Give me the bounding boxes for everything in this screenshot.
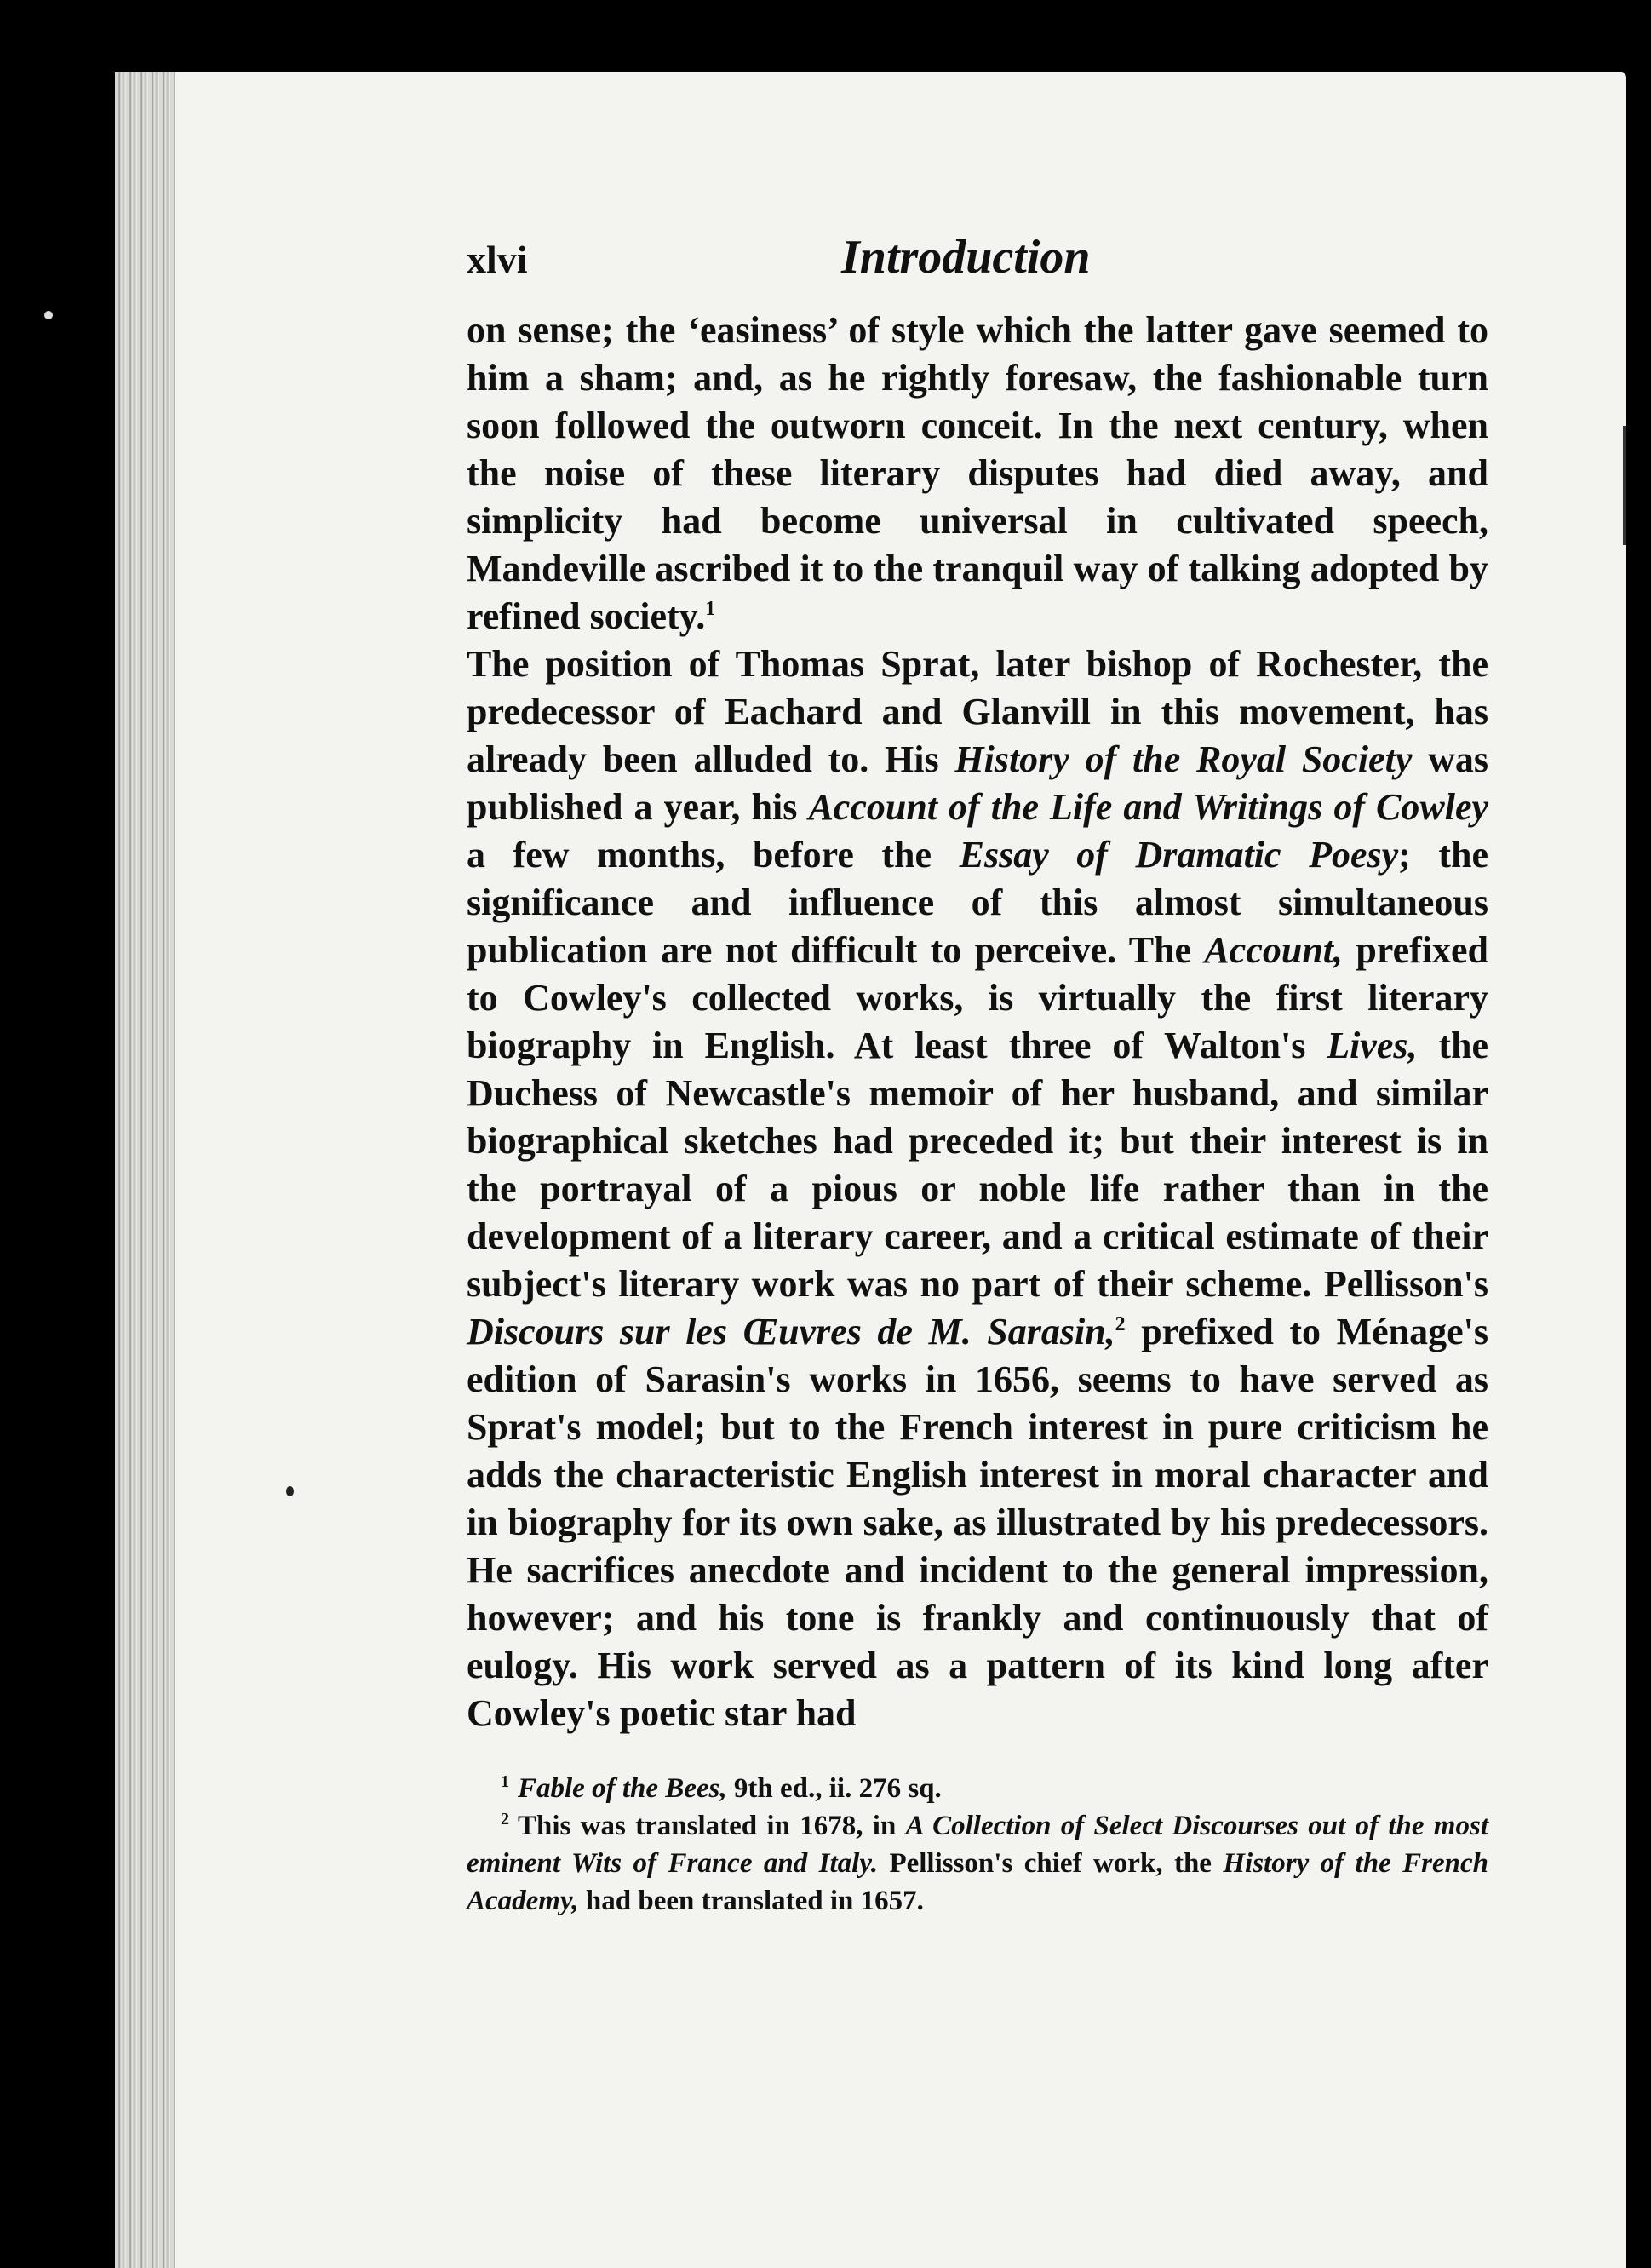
footnote-1-text: 9th ed., ii. 276 sq. [726,1773,942,1804]
footnote-ref-1: 1 [705,598,716,620]
p2-text-2: was published a year, his [467,738,1488,828]
body-text [467,307,1488,1737]
footnote-1-title: Fable of the Bees, [518,1773,727,1804]
scan-speck [44,311,53,319]
page-content [467,230,1488,1920]
p2-text-5: prefixed to Cowley's collected works, is virtually the first literary biography in English. At least three of Walton's [467,929,1488,1066]
p2-text-7: prefixed to Ménage's edition of Sarasin's works in 1656, seems to have served as Sprat's model; but to the French interest in pure criticism he adds the characteristic English interest in moral character and in biography for its own sake, as illustrated by his predecessors. He sacrifices anecdote and incident to the general impression, however; and his tone is frankly and continuously that of eulogy. His work served as a pattern of its kind long after Cowley's poetic star had [467,1311,1488,1734]
footnote-2-text-3: had been translated in 1657. [578,1886,924,1916]
p2-text-1: The position of Thomas Sprat, later bishop of Rochester, the predecessor of Eachard and Glanvill in this movement, has already been alluded to. His [467,643,1488,780]
p2-title-history-royal-society: History of the Royal Society [954,738,1413,780]
p2-title-essay-dramatic-poesy: Essay of Dramatic Poesy [959,834,1399,876]
scan-speck [286,1486,294,1496]
footnote-2-text-1: This was translated in 1678, in [518,1811,906,1841]
paragraph-1-text: on sense; the ‘easiness’ of style which the latter gave seemed to him a sham; and, as he rightly foresaw, the fashionable turn soon followed the outworn conceit. In the next century, when the noise of these literary disputes had died away, and simplicity had become universal in cultivated speech, Mandeville ascribed it to the tranquil way of talking adopted by refined society. [467,309,1488,637]
p2-text-4: ; the significance and influence of this almost simultaneous publication are not difficult to perceive. The [467,834,1488,971]
footnote-2-title-2: History of the French Academy, [467,1848,1488,1916]
footnote-1 [467,1770,1488,1807]
paragraph-1 [467,307,1488,640]
footnote-ref-2: 2 [1115,1313,1126,1335]
p2-text-3: a few months, before the [467,834,960,876]
footnote-2-mark: 2 [501,1810,509,1829]
p2-title-lives: Lives, [1327,1025,1418,1066]
page-edge-mark [1623,426,1626,545]
p2-title-discours-sarasin: Discours sur les Œuvres de M. Sarasin, [467,1311,1115,1352]
footnote-1-mark: 1 [501,1772,509,1791]
running-title: Introduction [841,231,1091,284]
book-spine-edge [115,72,175,2268]
footnote-2 [467,1807,1488,1920]
paragraph-2 [467,640,1488,1737]
p2-title-account: Account, [1204,929,1344,971]
footnote-2-title-1: A Collection of Select Discourses out of the most eminent Wits of France and Italy. [467,1811,1488,1879]
page-header [467,230,1488,307]
footnotes [467,1770,1488,1920]
footnote-2-text-2: Pellisson's chief work, the [878,1848,1224,1879]
p2-title-account-life-cowley: Account of the Life and Writings of Cowley [808,786,1488,828]
page-number: xlvi [467,238,528,281]
p2-text-6: the Duchess of Newcastle's memoir of her husband, and similar biographical sketches had preceded it; but their interest is in the portrayal of a pious or noble life rather than in the development of a literary career, and a critical estimate of their subject's literary work was no part of their scheme. Pellisson's [467,1025,1488,1305]
